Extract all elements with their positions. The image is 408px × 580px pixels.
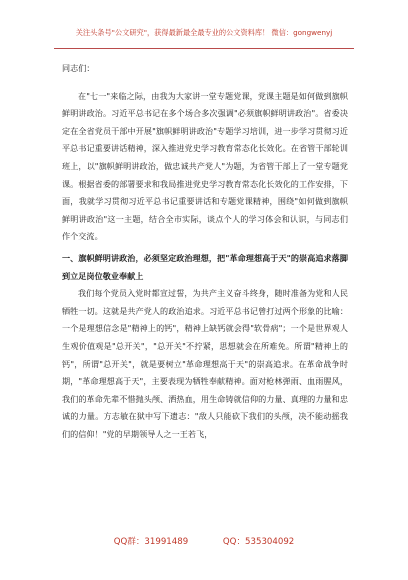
greeting: 同志们： (62, 63, 95, 73)
footer-qq-group: QQ群：31991489 (113, 537, 189, 547)
document-body (62, 60, 348, 447)
header-banner: 关注头条号"公文研究"，获得最新最全最专业的公文资料库！ 微信：gongwenyj (54, 26, 354, 49)
footer-qq: QQ：535304092 (222, 537, 295, 547)
intro-paragraph: 在"七一"来临之际，由我为大家讲一堂专题党课，党课主题是如何做到旗帜鲜明讲政治。习近平总书记在多个场合多次强调"必须旗帜鲜明讲政治"。省委决定在全省党员干部中开展"旗帜鲜明讲政治"专题学习培训，进一步学习贯彻习近平总书记重要讲话精神，深入推进党史学习教育常态化长效化。在省管干部轮训班上，以"旗帜鲜明讲政治，做忠诚共产党人"为题，为省管干部上了一堂专题党课。根据省委的部署要求和我局推进党史学习教育常态化长效化的工作安排，下面，我就学习贯彻习近平总书记重要讲话和专题党课精神，围绕"如何做到旗帜鲜明讲政治"这一主题，结合全市实际，谈点个人的学习体会和认识，与同志们作个交流。 (62, 90, 348, 242)
footer-contacts (0, 535, 408, 547)
section-paragraph: 我们每个党员入党时都宣过誓，为共产主义奋斗终身，随时准备为党和人民牺牲一切。这就是共产党人的政治追求。习近平总书记曾打过两个形象的比喻：一个是理想信念是"精神上的钙"，精神上缺钙就会得"软骨病"；一个是世界观人生观价值观是"总开关"，"总开关"不拧紧，思想就会在所难免。所谓"精神上的钙"，所谓"总开关"，就是要树立"革命理想高于天"的崇高追求。在革命战争时期，"革命理想高于天"，主要表现为牺牲奉献精神。面对枪林弹雨、血雨腥风，我们的革命先辈不惜抛头颅、洒热血，用生命铸就信仰的力量、真理的力量和忠诚的力量。方志敏在狱中写下遗志："敌人只能砍下我们的头颅，决不能动摇我们的信仰！"党的早期领导人之一王若飞， (62, 288, 348, 439)
section-title: 一、旗帜鲜明讲政治，必须坚定政治理想，把"革命理想高于天"的崇高追求落脚到立足岗位敬业奉献上 (62, 252, 348, 281)
